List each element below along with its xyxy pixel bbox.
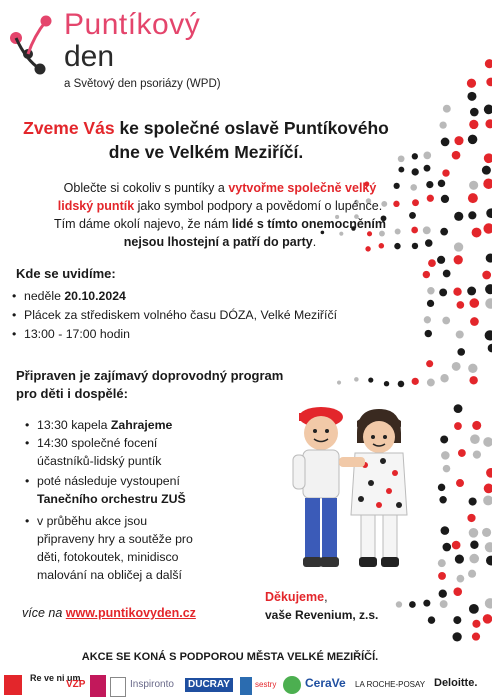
intro-highlight: vytvořme společně velký [228,181,377,195]
sponsor-badge-icon [90,675,106,697]
polka-dot [443,465,451,473]
footer-support-note: AKCE SE KONÁ S PODPOROU MĚSTA VELKÉ MEZIŘÍČÍ. [81,651,379,663]
polka-dot [426,181,433,188]
polka-dot [453,587,462,596]
polka-dot [457,348,465,356]
event-date: 20.10.2024 [64,289,126,303]
polka-dot [457,575,465,583]
polka-dot [438,572,446,580]
polka-dot [439,496,446,503]
logo-title: Puntíkový [64,8,201,41]
polka-dot [456,301,464,309]
polka-dot [486,78,492,87]
polka-dot [454,404,463,413]
puntikovy-den-logo-icon [6,14,60,76]
polka-dot [452,362,461,371]
polka-dot [468,193,478,203]
polka-dot [482,528,491,537]
headline-rest: ke společné oslavě Puntíkového [114,118,389,138]
polka-dot [412,168,419,175]
polka-dot [439,121,446,128]
polka-dot [486,254,492,263]
polka-dot [469,528,479,538]
polka-dot [453,287,461,295]
polka-dot [472,620,480,628]
sponsor-shield-icon [110,677,126,697]
where-time: • 13:00 - 17:00 hodin [24,325,130,343]
polka-dot [455,555,464,564]
polka-dot [423,600,430,607]
polka-dot [442,317,450,325]
logo-title-2: den [64,40,115,73]
intro-text-3: Tím dáme okolí najevo, že nám [53,217,232,231]
polka-dot [469,376,477,384]
polka-dot [423,152,431,160]
polka-dot [396,601,402,607]
polka-dot [456,479,464,487]
polka-dot [428,616,435,623]
program-item-games: • v průběhu akce jsou [37,512,147,530]
city-coat-of-arms-icon [4,675,22,695]
polka-dot [454,255,463,264]
headline-line2: dne ve Velkém Meziříčí. [108,142,304,162]
polka-dot [424,165,431,172]
playmobil-figures-illustration [285,395,415,575]
polka-dot [412,378,419,385]
polka-dot [443,270,451,278]
thanks-comma: , [324,590,328,604]
polka-dot [454,136,463,145]
thanks-signature: vaše Revenium, z.s. [265,608,379,622]
polka-dot [442,543,451,552]
polka-dot [484,153,492,163]
headline-invite: Zveme Vás [23,118,115,138]
polka-dot [368,377,373,382]
intro-period: . [312,235,317,249]
polka-dot [482,166,491,175]
polka-dot [441,195,449,203]
polka-dot [440,228,448,236]
polka-dot [440,374,448,382]
polka-dot [427,195,434,202]
thanks-word: Děkujeme [265,590,325,604]
sponsor-la-roche-posay: LA ROCHE-POSAY [355,680,426,689]
polka-dot [485,298,492,309]
polka-dot [453,616,461,624]
polka-dot [426,360,433,367]
sponsor-inspironto: Inspironto [130,679,174,690]
where-date [24,287,126,305]
polka-dot [483,178,492,188]
polka-dot [452,632,461,641]
polka-dot [440,436,448,444]
sponsor-round-icon [283,676,301,694]
program-item-photo: • 14:30 společné focení [37,434,157,452]
polka-dot [425,239,433,247]
where-heading: Kde se uvidíme: [16,266,116,281]
polka-dot [467,92,476,101]
program-item-dance-2: Tanečního orchestru ZUŠ [37,492,186,506]
program-item-dance: • poté následuje vystoupení [37,472,180,490]
polka-dot [443,105,451,113]
polka-dot [442,169,449,176]
polka-dot [472,421,481,430]
logo-subtitle: a Světový den psoriázy (WPD) [64,78,221,90]
polka-dot [440,600,448,608]
more-info [22,604,196,622]
polka-dot [483,223,492,233]
polka-dot [438,180,445,187]
polka-dot [472,228,482,238]
program-heading-2: pro děti i dospělé: [16,386,128,401]
polka-dot [485,284,492,294]
polka-dot [441,138,450,147]
polka-dot [485,59,492,68]
polka-dot [469,120,478,129]
polka-dot [470,108,479,117]
polka-dot [470,317,479,326]
polka-dot [485,542,492,552]
polka-dot [423,271,430,278]
polka-dot [488,344,492,353]
polka-dot [454,212,463,221]
intro-line-3 [20,215,420,233]
polka-dot [468,135,478,145]
polka-dot [337,380,341,384]
polka-dot [452,151,461,160]
headline [0,116,412,140]
polka-dot [486,556,492,566]
intro-highlight-2: lidský puntík [57,199,135,213]
intro-text: Oblečte si cokoliv s puntíky a [63,181,229,195]
polka-dot [470,541,478,549]
polka-dot [454,242,463,251]
sponsor-sestry: sestry [255,680,277,689]
intro-line-1 [20,179,420,197]
polka-dot [467,79,476,88]
sponsor-revenium: Re ve ni um [30,673,81,683]
polka-dot [456,330,464,338]
sponsor-logos [0,670,492,700]
polka-dot [409,601,416,608]
polka-dot [484,484,492,494]
polka-dot [423,226,431,234]
program-item-photo-2: účastníků-lidský puntík [37,454,162,468]
polka-dot [486,468,492,478]
polka-dot [483,437,492,447]
polka-dot [469,554,479,564]
website-link[interactable]: www.puntikovyden.cz [65,606,196,620]
polka-dot [467,287,476,296]
polka-dot [427,300,434,307]
polka-dot [398,167,404,173]
polka-dot [438,559,446,567]
polka-dot [469,298,479,308]
polka-dot [485,598,492,608]
sponsor-deloitte: Deloitte. [434,677,478,689]
more-info-prefix: více na [22,606,66,620]
polka-dot [424,316,431,323]
polka-dot [486,208,492,218]
polka-dot [427,379,435,387]
polka-dot [384,381,389,386]
polka-dot [398,381,405,388]
polka-dot [485,119,492,128]
polka-dot [469,181,478,190]
polka-dot [437,256,445,264]
polka-dot [485,330,492,340]
sponsor-cerave: CeraVe [305,676,346,690]
polka-dot [484,105,492,115]
polka-dot [454,422,462,430]
sponsor-bottle-icon [240,677,252,695]
polka-dot [439,288,447,296]
polka-dot [468,211,476,219]
program-item-band [37,416,172,434]
polka-dot [469,497,477,505]
polka-dot [483,495,492,505]
polka-dot [412,153,418,159]
polka-dot [458,449,466,457]
polka-dot [439,590,447,598]
polka-dot [468,364,477,373]
intro-line-2 [20,197,420,215]
thanks [265,588,328,606]
program-heading: Připraven je zajímavý doprovodný program [16,368,284,383]
program-item-games-2: připraveny hry a soutěže pro [37,532,193,546]
polka-dot [438,484,445,491]
polka-dot [452,541,461,550]
sponsor-vzp: VZP [66,679,86,690]
polka-dot [427,287,434,294]
polka-dot [483,614,492,624]
polka-dot [470,434,480,444]
intro-bold: lidé s tímto onemocněním [231,217,387,231]
polka-dot [425,330,432,337]
polka-dot [441,451,450,460]
intro-text-2: jako symbol podpory a povědomí o lupénce. [134,199,383,213]
program-item-games-3: děti, fotokoutek, minidisco [37,550,179,564]
polka-dot [354,377,359,382]
where-place: • Plácek za střediskem volného času DÓZA, Velké Meziříčí [24,306,337,324]
polka-dot [468,570,476,578]
polka-dot [467,514,475,522]
band-name: Zahrajeme [110,418,173,432]
polka-dot [472,633,480,641]
polka-dot [428,259,436,267]
band-time: 13:30 kapela [37,418,111,432]
polka-dot [441,526,450,535]
intro-line-4 [20,233,420,251]
polka-dot [482,271,491,280]
program-item-games-4: malování na obličej a další [37,568,182,582]
polka-dot [469,604,479,614]
intro-bold-2: nejsou lhostejní a patří do party [123,235,313,249]
polka-dot [473,450,481,458]
sponsor-ducray: DUCRAY [185,678,233,692]
date-prefix: neděle [24,289,65,303]
